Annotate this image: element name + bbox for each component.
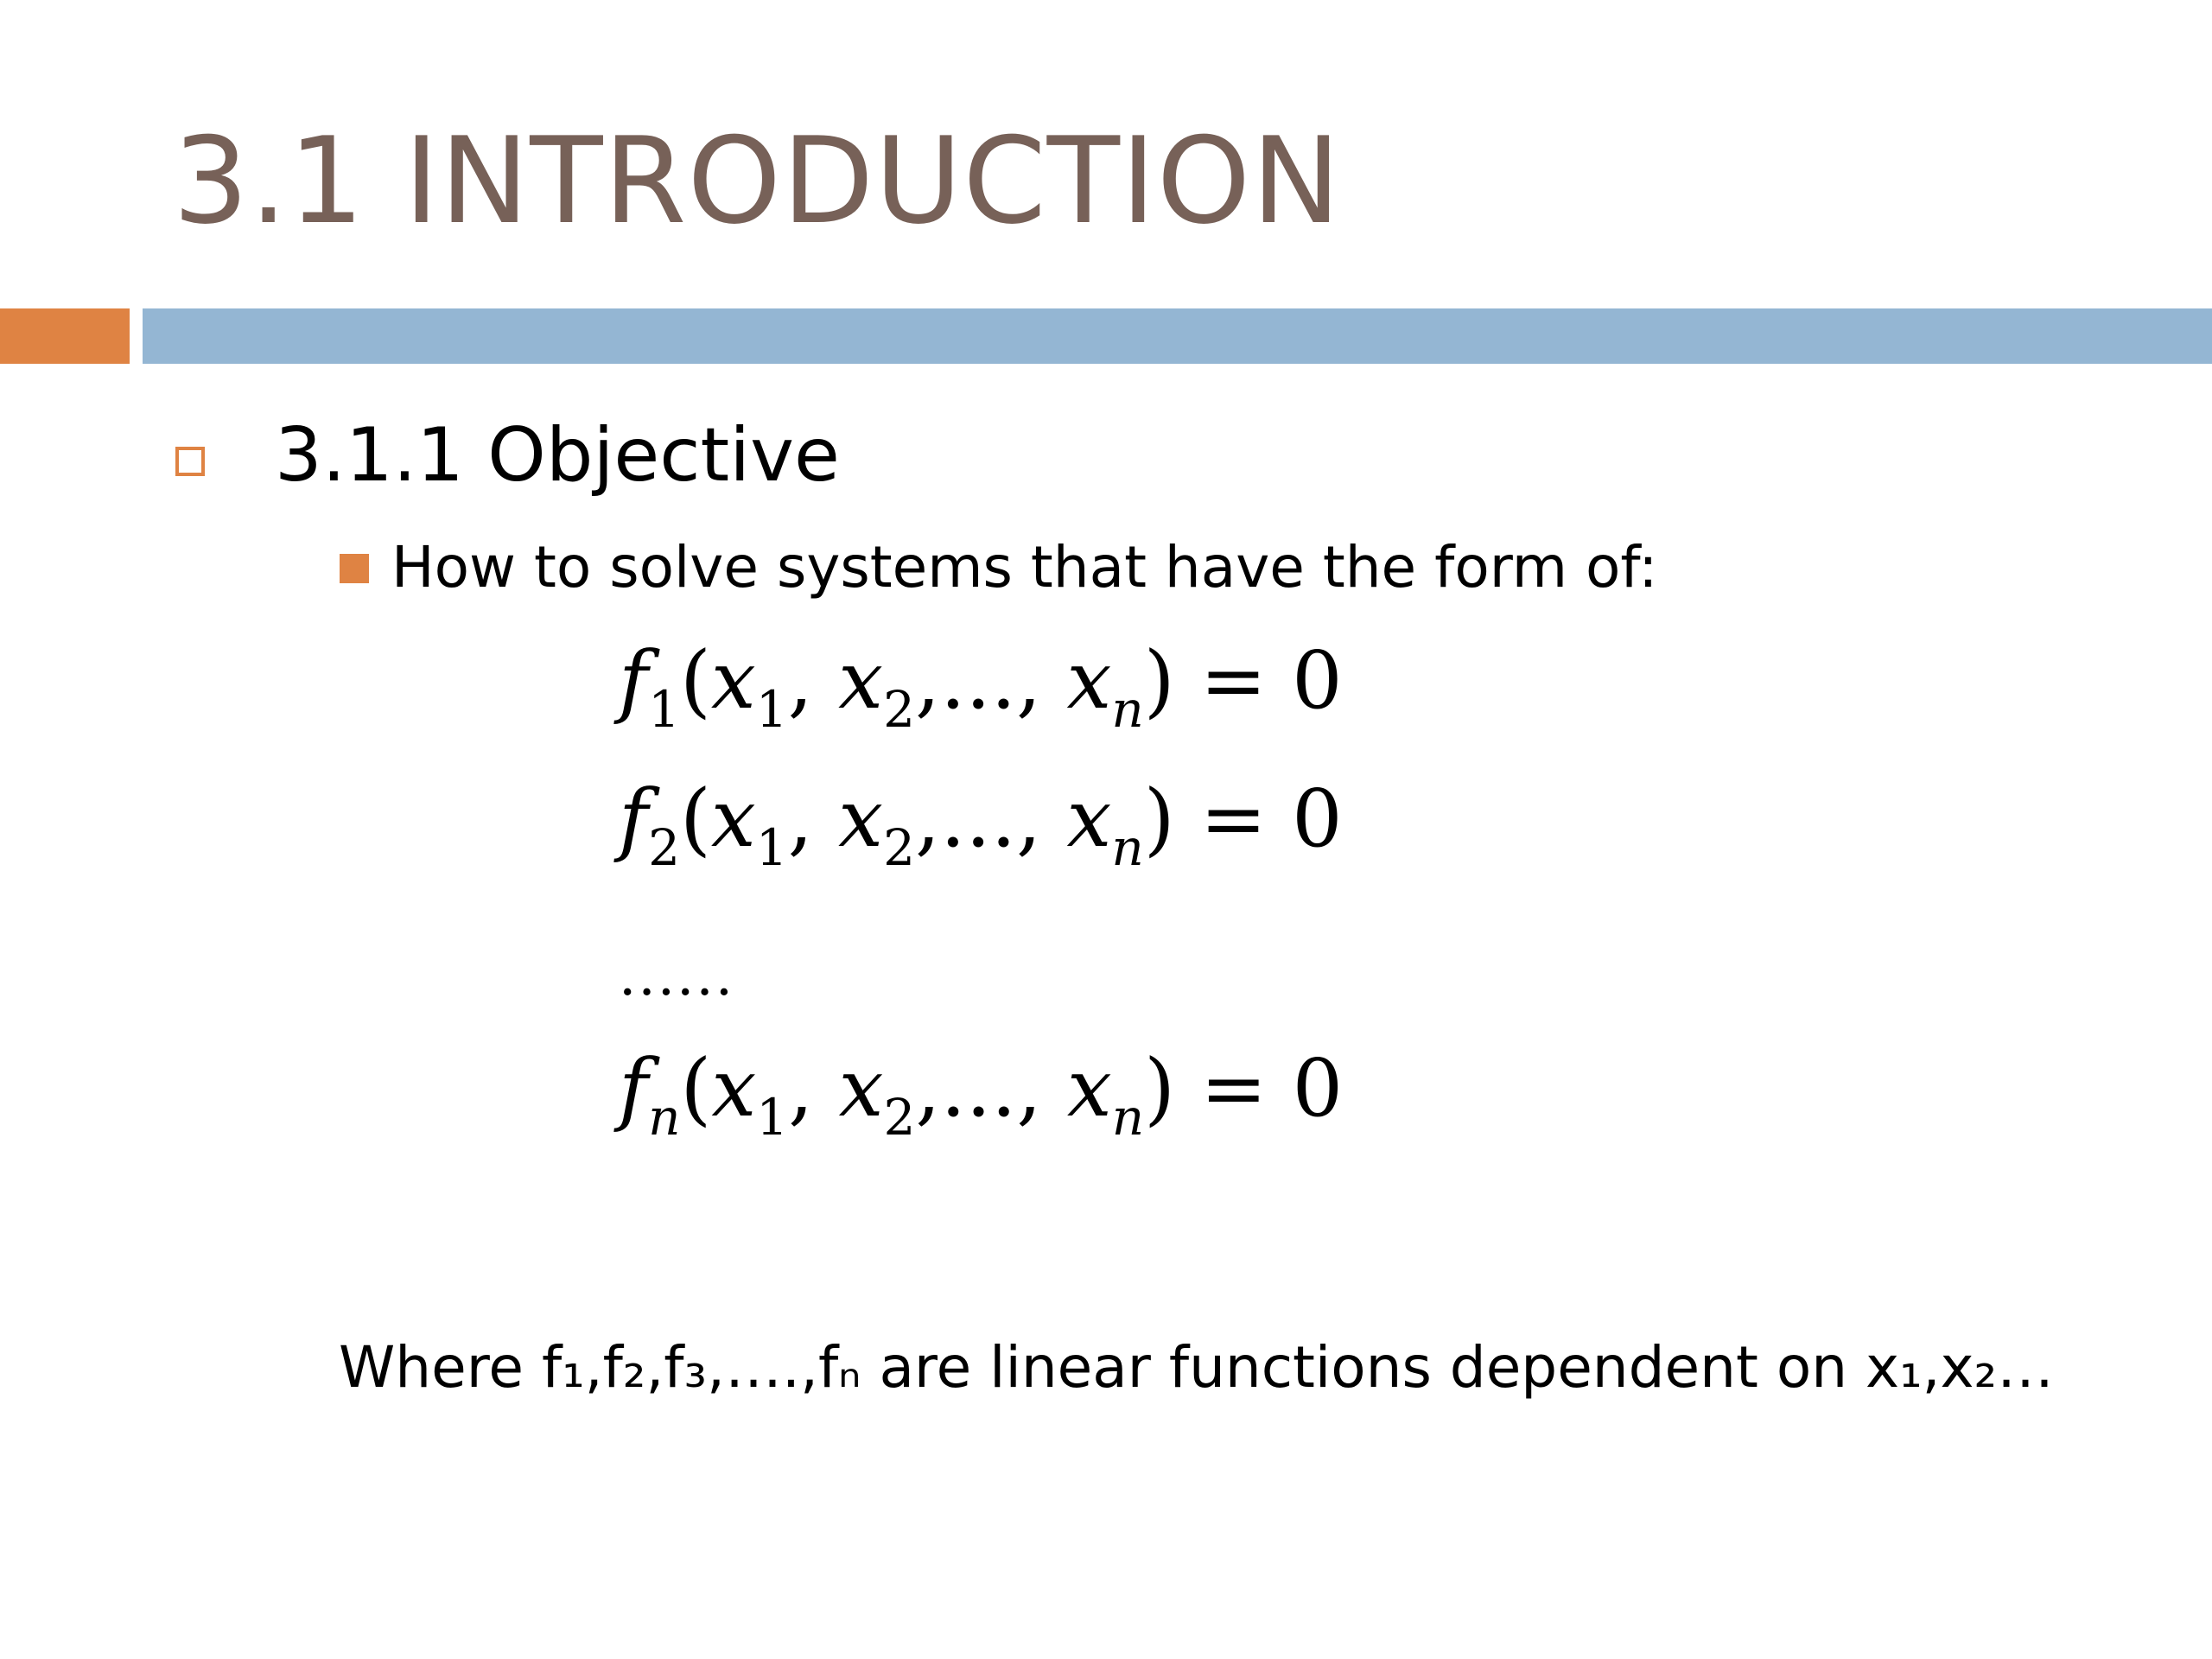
filled-square-bullet-icon — [340, 554, 369, 583]
sub-bullet-text: How to solve systems that have the form of: — [391, 534, 1658, 601]
accent-bar — [0, 308, 130, 364]
section-heading: 3.1.1 Objective — [275, 412, 840, 499]
equation-1: $f_1(x_1$, $x_2$,..., $x_n) = 0$ — [619, 634, 1343, 739]
equation-2: $f_2(x_1$, $x_2$,..., $x_n) = 0$ — [619, 772, 1343, 877]
hollow-square-bullet-icon — [175, 447, 205, 476]
equation-n: $f_n(x_1$, $x_2$,..., $x_n) = 0$ — [619, 1042, 1344, 1147]
equation-ellipsis: ...... — [619, 944, 735, 1008]
slide-title: 3.1 INTRODUCTION — [173, 111, 1342, 251]
title-divider-bar — [143, 308, 2212, 364]
footer-note: Where f₁,f₂,f₃,….,fₙ are linear functions dependent on x₁,x₂… — [339, 1334, 2055, 1401]
